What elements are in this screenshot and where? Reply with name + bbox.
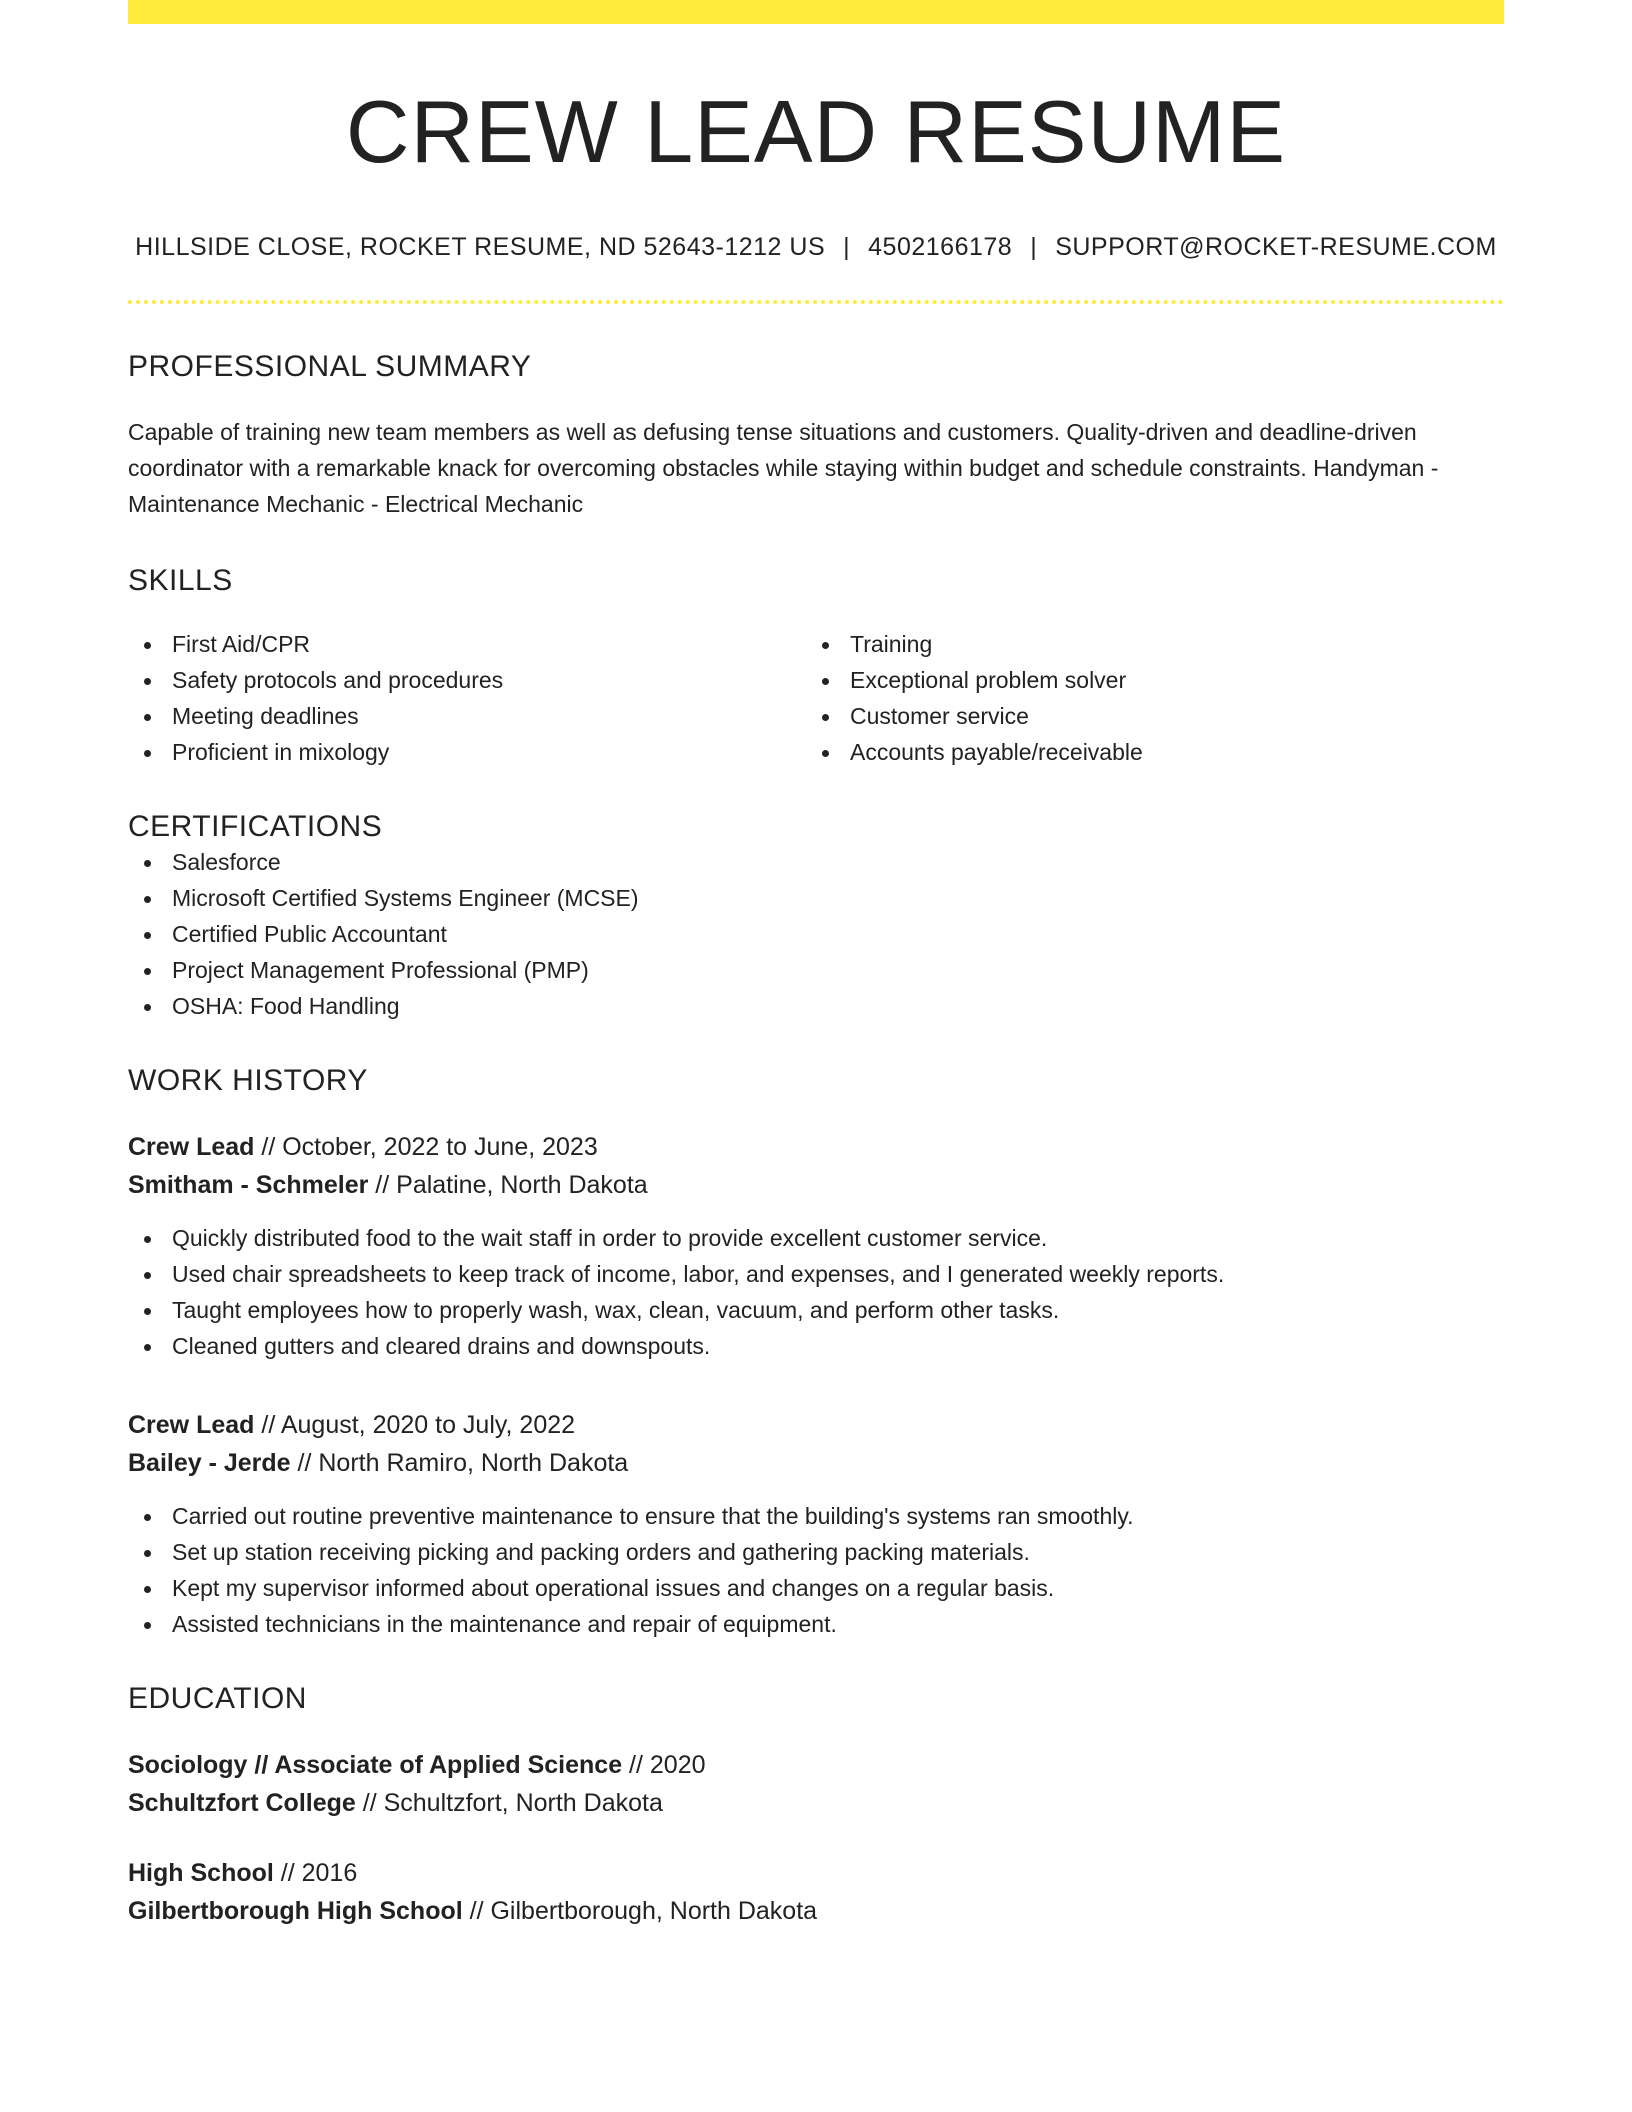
contact-line (128, 233, 1504, 262)
contact-phone: 4502166178 (868, 232, 1013, 261)
job-role-line (128, 1128, 1504, 1166)
section-title-summary: PROFESSIONAL SUMMARY (128, 349, 532, 383)
skill-item: Exceptional problem solver (806, 662, 1484, 698)
job-role: Crew Lead (128, 1410, 255, 1439)
education-school: Gilbertborough High School (128, 1896, 463, 1925)
job-bullet: Set up station receiving picking and packing orders and gathering packing materials. (128, 1534, 1504, 1570)
skill-item: First Aid/CPR (128, 626, 806, 662)
certification-item: OSHA: Food Handling (128, 988, 1504, 1024)
education-year: // 2020 (622, 1750, 706, 1779)
skills-column-right (806, 626, 1484, 770)
job-company: Bailey - Jerde (128, 1448, 291, 1477)
job-location: // North Ramiro, North Dakota (290, 1448, 629, 1477)
contact-address: HILLSIDE CLOSE, ROCKET RESUME, ND 52643-1212 US (135, 232, 826, 261)
education-degree-line (128, 1746, 1504, 1784)
certification-item: Project Management Professional (PMP) (128, 952, 1504, 988)
skill-item: Safety protocols and procedures (128, 662, 806, 698)
education-degree-line (128, 1854, 1504, 1892)
job-bullet: Assisted technicians in the maintenance and repair of equipment. (128, 1606, 1504, 1642)
education-degree: Sociology // Associate of Applied Science (128, 1750, 623, 1779)
section-title-education: EDUCATION (128, 1681, 307, 1715)
skills-column-left (128, 626, 806, 770)
resume-title: CREW LEAD RESUME (345, 82, 1287, 181)
education-school: Schultzfort College (128, 1788, 356, 1817)
job-role: Crew Lead (128, 1132, 255, 1161)
job-bullet: Cleaned gutters and cleared drains and downspouts. (128, 1328, 1504, 1364)
skill-item: Proficient in mixology (128, 734, 806, 770)
dotted-divider (128, 300, 1504, 304)
certifications-list (128, 844, 1504, 1024)
job-dates: // August, 2020 to July, 2022 (254, 1410, 576, 1439)
job-entry (128, 1128, 1504, 1364)
job-bullet: Taught employees how to properly wash, wax, clean, vacuum, and perform other tasks. (128, 1292, 1504, 1328)
job-company-line (128, 1444, 1504, 1482)
contact-separator: | (843, 232, 851, 261)
job-bullet: Used chair spreadsheets to keep track of income, labor, and expenses, and I generated weekly reports. (128, 1256, 1504, 1292)
section-title-certifications: CERTIFICATIONS (128, 809, 383, 843)
education-location: // Gilbertborough, North Dakota (462, 1896, 818, 1925)
education-entry (128, 1854, 1504, 1930)
job-company: Smitham - Schmeler (128, 1170, 369, 1199)
education-year: // 2016 (273, 1858, 358, 1887)
skill-item: Customer service (806, 698, 1484, 734)
job-bullets (128, 1498, 1504, 1642)
certification-item: Microsoft Certified Systems Engineer (MCSE) (128, 880, 1504, 916)
job-bullet: Kept my supervisor informed about operational issues and changes on a regular basis. (128, 1570, 1504, 1606)
summary-paragraph: Capable of training new team members as well as defusing tense situations and customers. Quality-driven and deadline-driven coordinator with a remarkable knack for overcoming obstacles while staying within budget and schedule constraints. Handyman - Maintenance Mechanic - Electrical Mechanic (128, 418, 1439, 517)
education-degree: High School (128, 1858, 274, 1887)
education-school-line (128, 1892, 1504, 1930)
section-title-work-history: WORK HISTORY (128, 1063, 368, 1097)
job-role-line (128, 1406, 1504, 1444)
job-dates: // October, 2022 to June, 2023 (254, 1132, 598, 1161)
contact-separator: | (1030, 232, 1038, 261)
job-entry (128, 1406, 1504, 1642)
education-location: // Schultzfort, North Dakota (355, 1788, 663, 1817)
job-bullet: Quickly distributed food to the wait staff in order to provide excellent customer service. (128, 1220, 1504, 1256)
skill-item: Accounts payable/receivable (806, 734, 1484, 770)
skill-item: Training (806, 626, 1484, 662)
education-entry (128, 1746, 1504, 1822)
resume-page (128, 0, 1504, 1930)
job-company-line (128, 1166, 1504, 1204)
section-title-skills: SKILLS (128, 563, 233, 597)
job-location: // Palatine, North Dakota (368, 1170, 648, 1199)
contact-email: SUPPORT@ROCKET-RESUME.COM (1055, 232, 1497, 261)
skills-grid (128, 626, 1504, 770)
accent-top-bar (128, 0, 1504, 24)
education-school-line (128, 1784, 1504, 1822)
certification-item: Certified Public Accountant (128, 916, 1504, 952)
certification-item: Salesforce (128, 844, 1504, 880)
job-bullets (128, 1220, 1504, 1364)
skill-item: Meeting deadlines (128, 698, 806, 734)
job-bullet: Carried out routine preventive maintenance to ensure that the building's systems ran smoothly. (128, 1498, 1504, 1534)
